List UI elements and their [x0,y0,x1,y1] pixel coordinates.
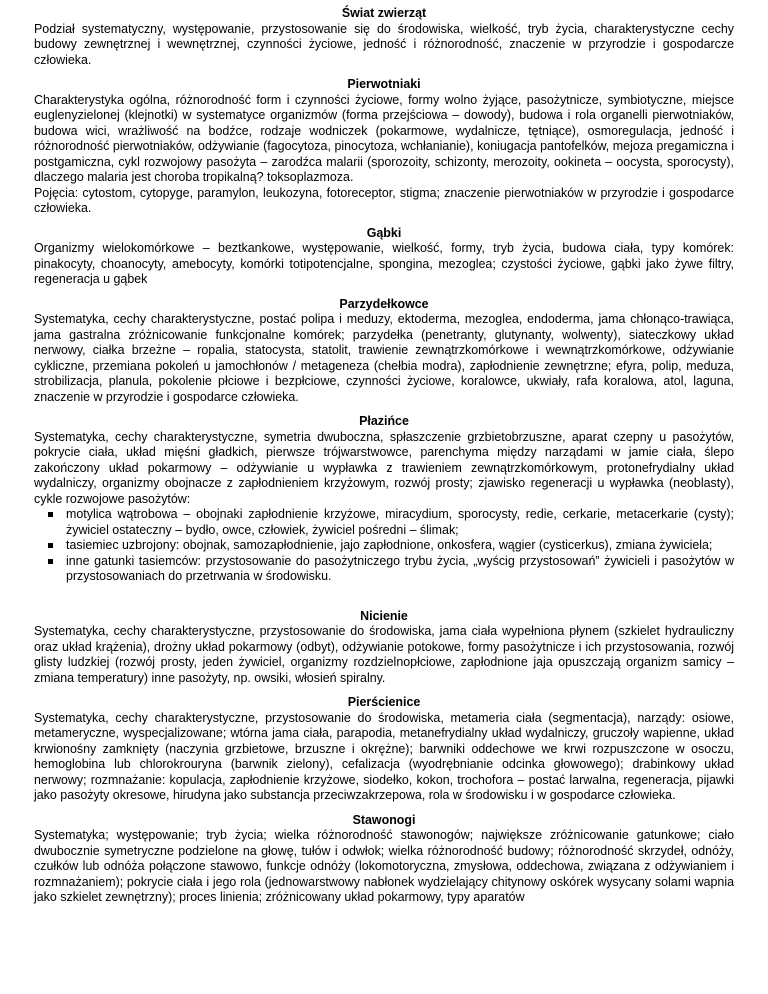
section-title-pierscienice: Pierścienice [347,695,421,709]
section-paragraph: Systematyka, cechy charakterystyczne, przystosowanie do środowiska, jama ciała wypełniona płynem (szkielet hydrauliczny oraz układ krążenia), drożny układ pokarmowy (odbyt), odżywianie potokowe, formy pasożytnicze i ich przystosowania, rozwój glisty ludzkiej (rozwój prosty, jeden żywiciel, organizmy rozdzielnopłciowe, zapłodnione jaja opuszczają organizm samicy – zmiana temperatury) inne pasożyty, np. owsiki, włosień spiralny. [34,624,734,685]
section-paragraph: Systematyka; występowanie; tryb życia; wielka różnorodność stawonogów; największe zróżnicowanie gatunkowe; ciało dwubocznie symetryczne podzielone na głowę, tułów i odwłok; wielka różnorodność budowy; różnorodność skrzydeł, odnóży, czułków lub odnóża połączone stawowo, funkcje odnóży (lokomotoryczna, zmysłowa, oddechowa, związana z odżywianiem i rozmnażaniem); pokrycie ciała i jego rola (jednowarstwowy nabłonek wydzielający chitynowy oskórek wysycany solami wapnia jako szkielet zewnętrzny); proces linienia; zróżnicowany układ pokarmowy, typy aparatów [34,828,734,904]
section-title-plazince: Płazińce [359,414,409,428]
section-paragraph: Charakterystyka ogólna, różnorodność form i czynności życiowe, formy wolno żyjące, pasożytnicze, symbiotyczne, miejsce euglenyzielonej (klejnotki) w systematyce organizmów (forma przejściowa – dowody), budowa i rola organelli pierwotniaków, budowa wici, wrażliwość na bodźce, rodzaje wodniczek (pokarmowe, wydalnicze, tętniące), osmoregulacja, jedność i różnorodność pierwotniaków, odżywianie (fagocytoza, pinocytoza, wchłanianie), koniugacja pantofelków, mejoza pregamiczna i postgamiczna, cykl rozwojowy pasożyta – zarodźca malarii (sporozoity, schizonty, merozoity, ookineta – oocysta, sporocysty), dlaczego malaria jest choroba tropikalną? toksoplazmoza. [34,92,734,184]
section-title-stawonogi: Stawonogi [352,812,416,827]
section-title-nicienie: Nicienie [360,608,408,623]
section-title-gabki: Gąbki [366,225,402,240]
list-item [34,507,734,538]
square-bullet-icon [48,543,53,548]
list-item-text: tasiemiec uzbrojony: obojnak, samozapłodnienie, jajo zapłodnione, onkosfera, wągier (cysticerkus), zmiana żywiciela; [66,538,713,552]
section-paragraph: Systematyka, cechy charakterystyczne, symetria dwuboczna, spłaszczenie grzbietobrzuszne, aparat czepny u pasożytów, pokrycie ciała, układ mięśni gładkich, pierwsze trójwarstwowce, parenchyma między narządami w jamie ciała, ślepo zakończony układ pokarmowy – odżywianie u wypławka z trawieniem zewnątrzkomórkowym, protonefrydialny układ wydalniczy, organizmy obojnacze z zapłodnieniem krzyżowym, rozwój prosty; zjawisko regeneracji u wypławka (neoblasty), cykle rozwojowe pasożytów: [34,429,734,506]
bullet-list [34,507,734,585]
square-bullet-icon [48,559,53,564]
section-paragraph: Organizmy wielokomórkowe – beztkankowe, występowanie, wielkość, formy, tryb życia, budowa ciała, typy komórek: pinakocyty, choanocyty, amebocyty, komórki totipotencjalne, spongina, mezoglea; czystości życiowe, gąbki jako żywe filtry, regeneracja u gąbek [34,241,734,286]
list-item [34,538,734,554]
list-item [34,554,734,585]
section-paragraph: Systematyka, cechy charakterystyczne, postać polipa i meduzy, ektoderma, mezoglea, endoderma, jama chłonąco-trawiąca, jama gastralna zróżnicowanie funkcjonalne komórek; parzydełka (penetranty, glutynanty, wolwenty), siateczkowy układ nerwowy, ciałka brzeżne – ropalia, statocysta, statolit, trawienie zewnątrzkomórkowe i wewnątrzkomórkowe, odżywianie cykliczne, przemiana pokoleń u jamochłonów / metageneza (chełbia modra), zapłodnienie zewnętrzne; efyra, polip, meduza, strobilizacja, planula, pokolenie płciowe i bezpłciowe, czynności życiowe, koralowce, ukwiały, rafa koralowa, atol, laguna, znaczenie w przyrodzie i gospodarce człowieka. [34,312,734,404]
section-title-swiat-zwierzat: Świat zwierząt [341,6,427,20]
section-paragraph: Podział systematyczny, występowanie, przystosowanie się do środowiska, wielkość, tryb życia, charakterystyczne cechy budowy zewnętrznej i wewnętrznej, czynności życiowe, jedność i różnorodność, znaczenie w przyrodzie i gospodarcze człowieka. [34,21,734,67]
square-bullet-icon [48,512,53,517]
list-item-text: inne gatunki tasiemców: przystosowanie do pasożytniczego trybu życia, „wyścig przystosowań” żywicieli i pasożytów w przystosowaniach do przetrwania w środowisku. [66,553,734,583]
section-title-pierwotniaki: Pierwotniaki [347,77,421,91]
list-item-text: motylica wątrobowa – obojnaki zapłodnienie krzyżowe, miracydium, sporocysty, redie, cerkarie, metacerkarie (cysty); żywiciel ostateczny – bydło, owce, człowiek, żywiciel pośredni – ślimak; [66,507,734,537]
section-paragraph: Systematyka, cechy charakterystyczne, przystosowanie do środowiska, metameria ciała (segmentacja), narządy: osiowe, metameryczne, wyspecjalizowane; wtórna jama ciała, parapodia, metanefrydialny układ wydalniczy, gruczoły wapienne, układ krwionośny zamknięty (naczynia grzbietowe, brzuszne i okrężne); barwniki oddechowe we krwi rozpuszczone w osoczu, hemoglobina lub chlorokrouryna (barwnik zielony), cefalizacja (wyodrębnianie odcinka głowowego); drabinkowy układ nerwowy; rozmnażanie: kopulacja, zapłodnienie krzyżowe, siodełko, kokon, trochofora – postać larwalna, regeneracja, pijawki jako pasożyty okresowe, hirudyna jako substancja przeciwzakrzepowa, rola w środowisku i w gospodarce człowieka. [34,710,734,802]
section-paragraph: Pojęcia: cytostom, cytopyge, paramylon, leukozyna, fotoreceptor, stigma; znaczenie pierwotniaków w przyrodzie i gospodarce człowieka. [34,185,734,215]
section-title-parzydelkowce: Parzydełkowce [339,296,429,311]
